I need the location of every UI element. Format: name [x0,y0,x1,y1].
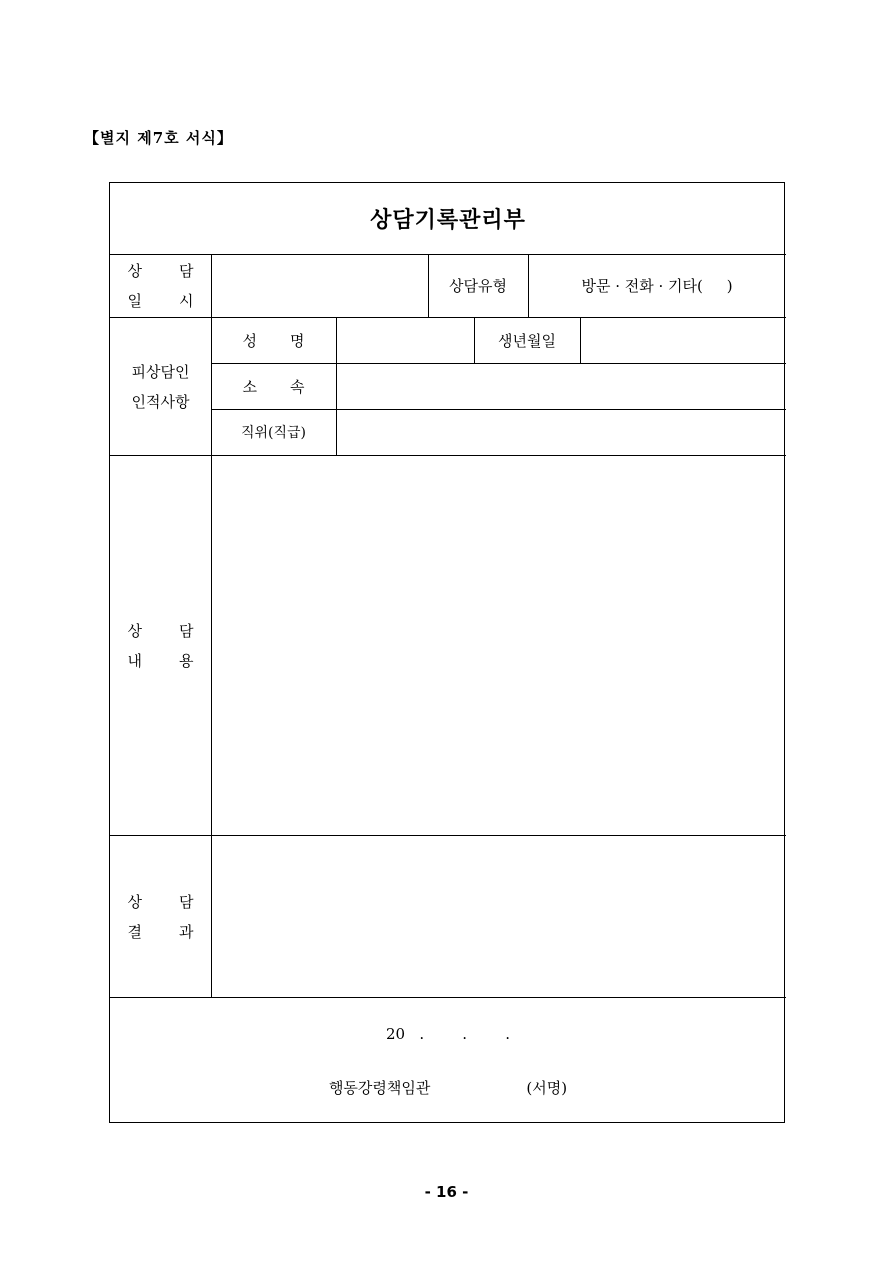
position-field[interactable] [337,410,786,455]
date-line[interactable]: 20 . . . [386,1025,510,1043]
position-label: 직위(직급) [240,425,307,441]
annex-label: 【별지 제7호 서식】 [84,129,233,147]
date-label: 상 담 일 시 [127,262,194,310]
result-label: 상 담 결 과 [127,892,194,941]
result-field[interactable] [212,836,786,997]
name-field[interactable] [337,318,474,363]
type-options[interactable]: 방문 · 전화 · 기타( ) [581,277,733,295]
date-field[interactable] [212,255,428,317]
signature-line [110,1072,786,1102]
counseling-record-form [109,182,785,1123]
affiliation-field[interactable] [337,364,786,409]
name-label: 성 명 [242,331,305,350]
affiliation-label: 소 속 [242,377,305,396]
content-label: 상 담 내 용 [127,621,194,670]
signature-label: (서명) [526,1078,568,1097]
page-number: - 16 - [424,1183,469,1201]
person-label: 피상담인 인적사항 [131,362,190,411]
content-field[interactable] [212,456,786,835]
type-label: 상담유형 [449,277,507,295]
signer-label: 행동강령책임관 [328,1078,431,1097]
form-title: 상담기록관리부 [370,207,526,233]
birth-field[interactable] [581,318,786,363]
rule [110,997,786,998]
birth-label: 생년월일 [498,331,556,350]
